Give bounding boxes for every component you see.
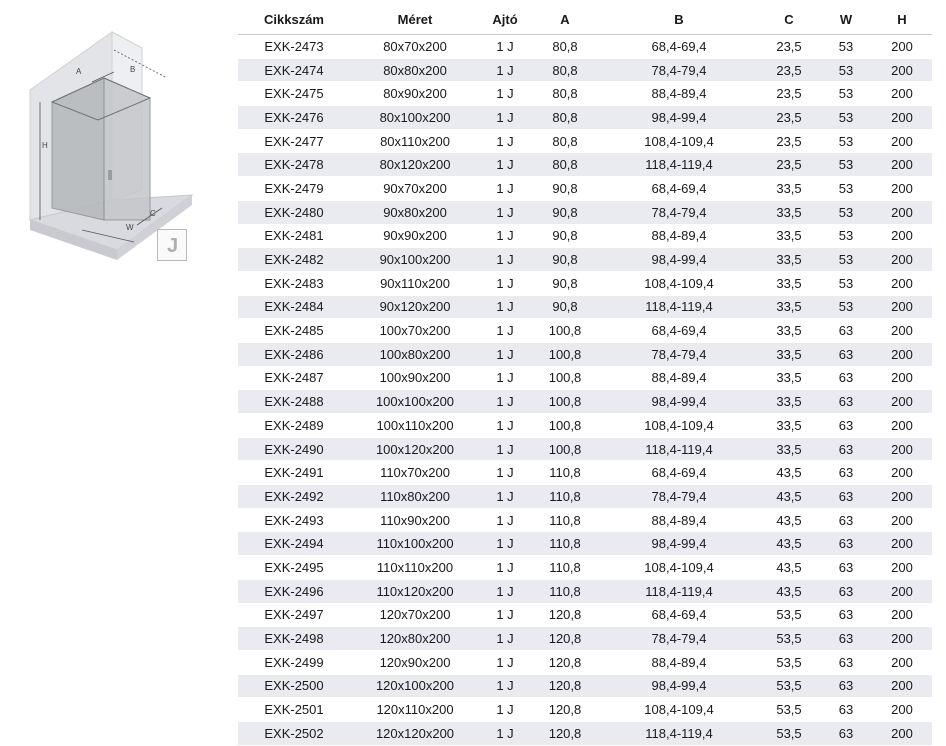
cell-ajto: 1 J <box>480 603 530 627</box>
cell-a: 80,8 <box>530 35 600 59</box>
cell-ajto: 1 J <box>480 437 530 461</box>
cell-cikkszam: EXK-2483 <box>238 271 350 295</box>
cell-b: 88,4-89,4 <box>600 508 758 532</box>
table-row <box>238 177 932 201</box>
cell-c: 33,5 <box>758 437 820 461</box>
cell-meret: 80x120x200 <box>350 153 480 177</box>
dim-label-w: W <box>126 223 134 232</box>
cell-meret: 100x70x200 <box>350 319 480 343</box>
cell-meret: 120x70x200 <box>350 603 480 627</box>
cell-ajto: 1 J <box>480 224 530 248</box>
table-row <box>238 579 932 603</box>
cell-c: 53,5 <box>758 698 820 722</box>
cell-h: 200 <box>872 461 932 485</box>
cell-c: 33,5 <box>758 414 820 438</box>
cell-b: 78,4-79,4 <box>600 200 758 224</box>
cell-w: 63 <box>820 414 872 438</box>
cell-b: 108,4-109,4 <box>600 129 758 153</box>
cell-c: 43,5 <box>758 461 820 485</box>
cell-w: 53 <box>820 295 872 319</box>
table-row <box>238 650 932 674</box>
cell-cikkszam: EXK-2476 <box>238 106 350 130</box>
table-row <box>238 200 932 224</box>
cell-ajto: 1 J <box>480 248 530 272</box>
cell-a: 90,8 <box>530 271 600 295</box>
table-row <box>238 82 932 106</box>
cell-h: 200 <box>872 532 932 556</box>
cell-meret: 80x100x200 <box>350 106 480 130</box>
cell-h: 200 <box>872 224 932 248</box>
cell-w: 53 <box>820 35 872 59</box>
cell-a: 80,8 <box>530 58 600 82</box>
cell-w: 63 <box>820 579 872 603</box>
dim-label-a: A <box>76 67 82 76</box>
cell-a: 100,8 <box>530 342 600 366</box>
cell-h: 200 <box>872 674 932 698</box>
cell-c: 23,5 <box>758 153 820 177</box>
cell-meret: 110x90x200 <box>350 508 480 532</box>
door-type-badge <box>157 229 187 261</box>
cell-meret: 100x120x200 <box>350 437 480 461</box>
cell-w: 53 <box>820 82 872 106</box>
cell-meret: 90x70x200 <box>350 177 480 201</box>
cell-b: 118,4-119,4 <box>600 153 758 177</box>
dim-label-h: H <box>42 141 48 150</box>
cell-b: 118,4-119,4 <box>600 295 758 319</box>
cell-ajto: 1 J <box>480 414 530 438</box>
cell-w: 53 <box>820 248 872 272</box>
cell-ajto: 1 J <box>480 106 530 130</box>
cell-cikkszam: EXK-2494 <box>238 532 350 556</box>
table-body <box>238 35 932 746</box>
cell-c: 23,5 <box>758 58 820 82</box>
cell-b: 98,4-99,4 <box>600 674 758 698</box>
cell-ajto: 1 J <box>480 271 530 295</box>
cell-meret: 90x100x200 <box>350 248 480 272</box>
cell-h: 200 <box>872 153 932 177</box>
cell-ajto: 1 J <box>480 366 530 390</box>
cell-cikkszam: EXK-2497 <box>238 603 350 627</box>
cell-cikkszam: EXK-2496 <box>238 579 350 603</box>
cell-w: 63 <box>820 627 872 651</box>
table-row <box>238 35 932 59</box>
table-row <box>238 461 932 485</box>
cell-b: 68,4-69,4 <box>600 319 758 343</box>
column-header-ajto: Ajtó <box>492 11 518 27</box>
cell-ajto: 1 J <box>480 58 530 82</box>
cell-ajto: 1 J <box>480 508 530 532</box>
table-row <box>238 674 932 698</box>
cell-c: 53,5 <box>758 650 820 674</box>
cell-cikkszam: EXK-2478 <box>238 153 350 177</box>
column-header-w: W <box>839 11 853 27</box>
cell-meret: 100x80x200 <box>350 342 480 366</box>
cell-w: 63 <box>820 390 872 414</box>
cell-h: 200 <box>872 579 932 603</box>
cell-c: 43,5 <box>758 556 820 580</box>
cell-a: 90,8 <box>530 224 600 248</box>
cell-h: 200 <box>872 650 932 674</box>
cell-c: 33,5 <box>758 177 820 201</box>
cell-ajto: 1 J <box>480 177 530 201</box>
table-row <box>238 271 932 295</box>
cell-h: 200 <box>872 698 932 722</box>
door-type-badge-label: J <box>167 235 179 257</box>
cell-w: 63 <box>820 366 872 390</box>
cell-ajto: 1 J <box>480 319 530 343</box>
cell-cikkszam: EXK-2495 <box>238 556 350 580</box>
cell-h: 200 <box>872 342 932 366</box>
cell-meret: 80x80x200 <box>350 58 480 82</box>
cell-c: 23,5 <box>758 106 820 130</box>
cell-b: 68,4-69,4 <box>600 603 758 627</box>
table-row <box>238 129 932 153</box>
cell-h: 200 <box>872 248 932 272</box>
table-row <box>238 556 932 580</box>
cell-ajto: 1 J <box>480 721 530 745</box>
cell-ajto: 1 J <box>480 390 530 414</box>
cell-meret: 110x100x200 <box>350 532 480 556</box>
table-row <box>238 390 932 414</box>
cell-a: 120,8 <box>530 721 600 745</box>
table-row <box>238 58 932 82</box>
cell-b: 118,4-119,4 <box>600 721 758 745</box>
cell-h: 200 <box>872 106 932 130</box>
table-row <box>238 224 932 248</box>
cell-h: 200 <box>872 508 932 532</box>
column-header-b: B <box>674 11 684 27</box>
cell-meret: 90x80x200 <box>350 200 480 224</box>
cell-a: 120,8 <box>530 674 600 698</box>
cell-c: 23,5 <box>758 35 820 59</box>
cell-w: 63 <box>820 721 872 745</box>
cell-a: 100,8 <box>530 319 600 343</box>
cell-a: 80,8 <box>530 129 600 153</box>
table-row <box>238 437 932 461</box>
cell-ajto: 1 J <box>480 129 530 153</box>
cell-ajto: 1 J <box>480 485 530 509</box>
table-row <box>238 366 932 390</box>
cell-cikkszam: EXK-2482 <box>238 248 350 272</box>
cell-c: 33,5 <box>758 342 820 366</box>
cell-cikkszam: EXK-2475 <box>238 82 350 106</box>
cell-meret: 90x110x200 <box>350 271 480 295</box>
cell-ajto: 1 J <box>480 295 530 319</box>
cell-ajto: 1 J <box>480 200 530 224</box>
cell-b: 68,4-69,4 <box>600 177 758 201</box>
cell-w: 63 <box>820 603 872 627</box>
cell-c: 53,5 <box>758 627 820 651</box>
table-row <box>238 485 932 509</box>
cell-meret: 120x120x200 <box>350 721 480 745</box>
cell-h: 200 <box>872 129 932 153</box>
cell-b: 98,4-99,4 <box>600 106 758 130</box>
cell-w: 63 <box>820 461 872 485</box>
cell-cikkszam: EXK-2498 <box>238 627 350 651</box>
table-row <box>238 603 932 627</box>
cell-cikkszam: EXK-2501 <box>238 698 350 722</box>
cell-b: 88,4-89,4 <box>600 366 758 390</box>
cell-cikkszam: EXK-2484 <box>238 295 350 319</box>
cell-b: 98,4-99,4 <box>600 532 758 556</box>
cell-b: 88,4-89,4 <box>600 650 758 674</box>
cell-c: 53,5 <box>758 674 820 698</box>
shower-diagram <box>22 20 232 270</box>
cell-cikkszam: EXK-2485 <box>238 319 350 343</box>
cell-ajto: 1 J <box>480 153 530 177</box>
cell-a: 90,8 <box>530 200 600 224</box>
cell-meret: 120x100x200 <box>350 674 480 698</box>
cell-w: 53 <box>820 153 872 177</box>
cell-h: 200 <box>872 82 932 106</box>
cell-cikkszam: EXK-2477 <box>238 129 350 153</box>
cell-a: 120,8 <box>530 698 600 722</box>
cell-b: 108,4-109,4 <box>600 556 758 580</box>
column-header-cikkszam: Cikkszám <box>264 11 324 27</box>
dim-label-c: C <box>150 209 156 218</box>
cell-w: 63 <box>820 674 872 698</box>
cell-w: 53 <box>820 200 872 224</box>
table-row <box>238 721 932 745</box>
cell-a: 120,8 <box>530 650 600 674</box>
cell-c: 23,5 <box>758 82 820 106</box>
cell-h: 200 <box>872 295 932 319</box>
column-header-a: A <box>560 11 570 27</box>
cell-cikkszam: EXK-2480 <box>238 200 350 224</box>
table-row <box>238 698 932 722</box>
cell-w: 53 <box>820 177 872 201</box>
table-row <box>238 319 932 343</box>
cell-b: 118,4-119,4 <box>600 437 758 461</box>
table-row <box>238 153 932 177</box>
cell-h: 200 <box>872 485 932 509</box>
cell-cikkszam: EXK-2490 <box>238 437 350 461</box>
cell-b: 78,4-79,4 <box>600 58 758 82</box>
cell-meret: 90x90x200 <box>350 224 480 248</box>
cell-ajto: 1 J <box>480 35 530 59</box>
cell-h: 200 <box>872 627 932 651</box>
cell-h: 200 <box>872 437 932 461</box>
cell-h: 200 <box>872 35 932 59</box>
cell-c: 23,5 <box>758 129 820 153</box>
cell-w: 63 <box>820 319 872 343</box>
cell-h: 200 <box>872 556 932 580</box>
cell-a: 120,8 <box>530 627 600 651</box>
cell-c: 33,5 <box>758 295 820 319</box>
cell-a: 80,8 <box>530 153 600 177</box>
cell-a: 80,8 <box>530 106 600 130</box>
cell-a: 90,8 <box>530 177 600 201</box>
cell-a: 110,8 <box>530 508 600 532</box>
cell-meret: 100x100x200 <box>350 390 480 414</box>
cell-w: 63 <box>820 437 872 461</box>
cell-w: 63 <box>820 556 872 580</box>
cell-b: 108,4-109,4 <box>600 271 758 295</box>
cell-b: 78,4-79,4 <box>600 342 758 366</box>
cell-meret: 80x70x200 <box>350 35 480 59</box>
cell-c: 33,5 <box>758 319 820 343</box>
cell-c: 43,5 <box>758 579 820 603</box>
cell-c: 33,5 <box>758 224 820 248</box>
column-header-meret: Méret <box>397 11 433 27</box>
cell-cikkszam: EXK-2487 <box>238 366 350 390</box>
cell-b: 98,4-99,4 <box>600 248 758 272</box>
cell-meret: 80x110x200 <box>350 129 480 153</box>
cell-meret: 80x90x200 <box>350 82 480 106</box>
cell-c: 43,5 <box>758 508 820 532</box>
cell-h: 200 <box>872 366 932 390</box>
cell-b: 98,4-99,4 <box>600 390 758 414</box>
table-row <box>238 532 932 556</box>
cell-c: 33,5 <box>758 200 820 224</box>
cell-c: 33,5 <box>758 390 820 414</box>
cell-w: 53 <box>820 129 872 153</box>
cell-cikkszam: EXK-2499 <box>238 650 350 674</box>
cell-a: 100,8 <box>530 366 600 390</box>
cell-w: 63 <box>820 698 872 722</box>
cell-cikkszam: EXK-2502 <box>238 721 350 745</box>
cell-meret: 110x120x200 <box>350 579 480 603</box>
cell-h: 200 <box>872 721 932 745</box>
cell-meret: 120x80x200 <box>350 627 480 651</box>
cell-w: 53 <box>820 106 872 130</box>
cell-a: 110,8 <box>530 485 600 509</box>
cell-meret: 110x110x200 <box>350 556 480 580</box>
table-row <box>238 106 932 130</box>
cell-cikkszam: EXK-2493 <box>238 508 350 532</box>
cell-c: 43,5 <box>758 532 820 556</box>
cell-c: 43,5 <box>758 485 820 509</box>
cell-w: 63 <box>820 508 872 532</box>
cell-cikkszam: EXK-2481 <box>238 224 350 248</box>
cell-a: 110,8 <box>530 461 600 485</box>
cell-h: 200 <box>872 200 932 224</box>
cell-h: 200 <box>872 271 932 295</box>
cell-w: 53 <box>820 58 872 82</box>
cell-a: 110,8 <box>530 556 600 580</box>
cell-w: 63 <box>820 342 872 366</box>
cell-b: 118,4-119,4 <box>600 579 758 603</box>
cell-a: 100,8 <box>530 414 600 438</box>
cell-b: 78,4-79,4 <box>600 627 758 651</box>
cell-ajto: 1 J <box>480 556 530 580</box>
table-row <box>238 414 932 438</box>
cell-meret: 110x80x200 <box>350 485 480 509</box>
cell-ajto: 1 J <box>480 579 530 603</box>
cell-c: 33,5 <box>758 366 820 390</box>
cell-a: 100,8 <box>530 437 600 461</box>
table-row <box>238 342 932 366</box>
cell-meret: 120x90x200 <box>350 650 480 674</box>
cell-w: 63 <box>820 485 872 509</box>
dim-label-b: B <box>130 65 136 74</box>
cell-meret: 110x70x200 <box>350 461 480 485</box>
cell-h: 200 <box>872 603 932 627</box>
cell-h: 200 <box>872 414 932 438</box>
cell-ajto: 1 J <box>480 532 530 556</box>
column-header-c: C <box>784 11 794 27</box>
cell-cikkszam: EXK-2492 <box>238 485 350 509</box>
cell-b: 108,4-109,4 <box>600 414 758 438</box>
cell-cikkszam: EXK-2500 <box>238 674 350 698</box>
cell-h: 200 <box>872 390 932 414</box>
cell-meret: 90x120x200 <box>350 295 480 319</box>
table-row <box>238 295 932 319</box>
cell-a: 110,8 <box>530 579 600 603</box>
cell-meret: 120x110x200 <box>350 698 480 722</box>
spec-table <box>238 4 932 746</box>
table-row <box>238 627 932 651</box>
cell-a: 120,8 <box>530 603 600 627</box>
cell-a: 80,8 <box>530 82 600 106</box>
cell-h: 200 <box>872 319 932 343</box>
cell-h: 200 <box>872 58 932 82</box>
cell-cikkszam: EXK-2491 <box>238 461 350 485</box>
cell-cikkszam: EXK-2474 <box>238 58 350 82</box>
cell-w: 63 <box>820 650 872 674</box>
cell-cikkszam: EXK-2486 <box>238 342 350 366</box>
cell-b: 88,4-89,4 <box>600 82 758 106</box>
cell-ajto: 1 J <box>480 82 530 106</box>
cell-a: 100,8 <box>530 390 600 414</box>
cell-c: 53,5 <box>758 603 820 627</box>
cell-a: 90,8 <box>530 295 600 319</box>
cell-cikkszam: EXK-2489 <box>238 414 350 438</box>
cell-w: 53 <box>820 224 872 248</box>
cell-meret: 100x90x200 <box>350 366 480 390</box>
cell-ajto: 1 J <box>480 698 530 722</box>
cell-w: 63 <box>820 532 872 556</box>
cell-a: 90,8 <box>530 248 600 272</box>
cell-c: 53,5 <box>758 721 820 745</box>
cell-ajto: 1 J <box>480 650 530 674</box>
cell-w: 53 <box>820 271 872 295</box>
cell-b: 108,4-109,4 <box>600 698 758 722</box>
cell-meret: 100x110x200 <box>350 414 480 438</box>
cell-cikkszam: EXK-2488 <box>238 390 350 414</box>
cell-cikkszam: EXK-2479 <box>238 177 350 201</box>
cell-h: 200 <box>872 177 932 201</box>
cell-a: 110,8 <box>530 532 600 556</box>
cell-ajto: 1 J <box>480 627 530 651</box>
cell-ajto: 1 J <box>480 461 530 485</box>
cell-c: 33,5 <box>758 271 820 295</box>
cell-cikkszam: EXK-2473 <box>238 35 350 59</box>
cell-c: 33,5 <box>758 248 820 272</box>
cell-b: 78,4-79,4 <box>600 485 758 509</box>
column-header-h: H <box>897 11 907 27</box>
cell-ajto: 1 J <box>480 342 530 366</box>
cell-b: 88,4-89,4 <box>600 224 758 248</box>
table-row <box>238 508 932 532</box>
cell-b: 68,4-69,4 <box>600 461 758 485</box>
table-header-row <box>238 4 932 35</box>
cell-b: 68,4-69,4 <box>600 35 758 59</box>
cell-ajto: 1 J <box>480 674 530 698</box>
table-row <box>238 248 932 272</box>
